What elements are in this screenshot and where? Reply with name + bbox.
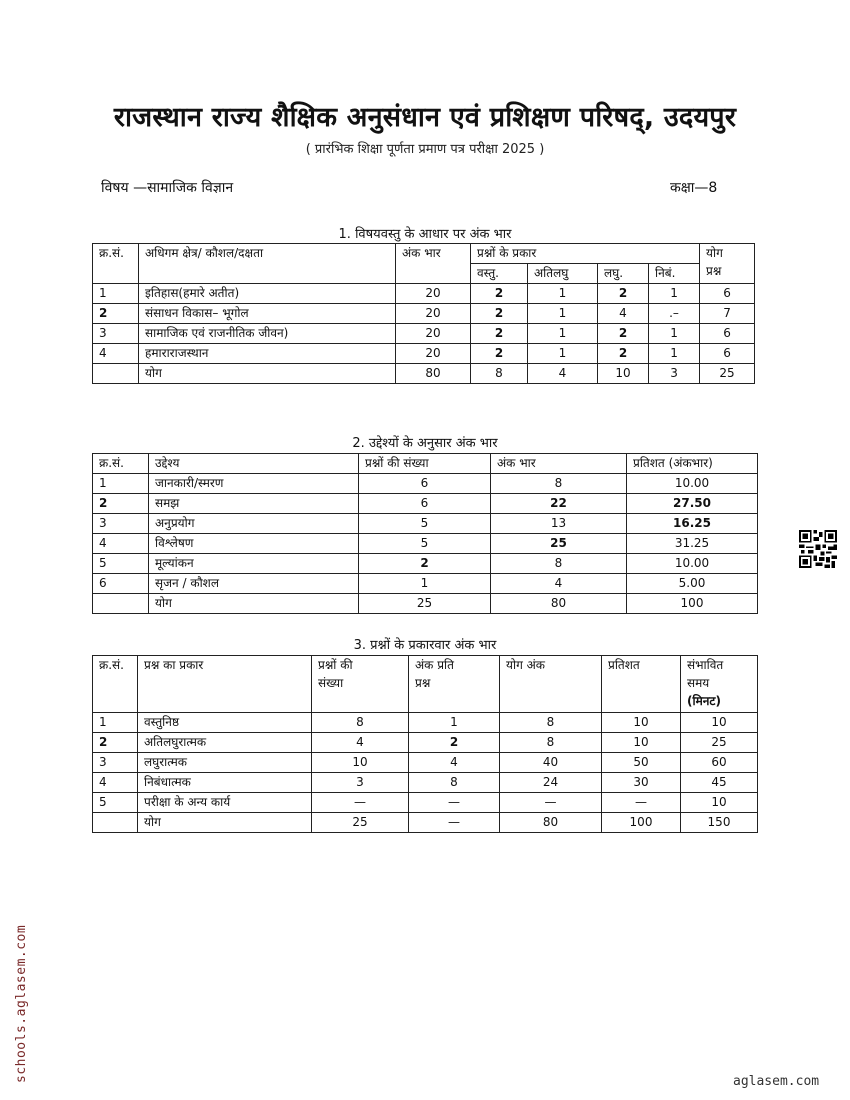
cell-short: 2 bbox=[598, 284, 649, 304]
cell-very-short: 4 bbox=[528, 364, 598, 384]
header-essay: निबं. bbox=[649, 264, 700, 284]
cell-objective: 2 bbox=[471, 324, 528, 344]
header-per-line1: अंक प्रति bbox=[415, 658, 454, 672]
table-row bbox=[93, 304, 755, 324]
cell-time: 25 bbox=[681, 733, 758, 753]
header-count-line1: प्रश्नों की bbox=[318, 658, 353, 672]
header-count-line2: संख्या bbox=[318, 676, 344, 690]
cell-percent: 10 bbox=[602, 733, 681, 753]
cell-short: 4 bbox=[598, 304, 649, 324]
subject-label: विषय —सामाजिक विज्ञान bbox=[101, 180, 234, 196]
cell-sno: 1 bbox=[93, 713, 138, 733]
header-objective: उद्देश्य bbox=[149, 454, 359, 474]
header-time-line1: संभावित bbox=[687, 658, 724, 672]
cell-sno: 3 bbox=[93, 324, 139, 344]
section1-title: 1. विषयवस्तु के आधार पर अंक भार bbox=[338, 227, 512, 242]
table-row bbox=[93, 554, 758, 574]
cell-objective: योग bbox=[149, 594, 359, 614]
table-row bbox=[93, 494, 758, 514]
cell-time: 10 bbox=[681, 713, 758, 733]
cell-area: योग bbox=[139, 364, 396, 384]
cell-total-marks: 80 bbox=[500, 813, 602, 833]
header-time-line2: समय bbox=[687, 676, 710, 690]
cell-marks: 20 bbox=[396, 324, 471, 344]
cell-question-count: 2 bbox=[359, 554, 491, 574]
cell-sno: 4 bbox=[93, 534, 149, 554]
cell-marks-per-question: — bbox=[409, 813, 500, 833]
cell-percent: — bbox=[602, 793, 681, 813]
cell-objective: मूल्यांकन bbox=[149, 554, 359, 574]
cell-marks-per-question: 4 bbox=[409, 753, 500, 773]
section3-title: 3. प्रश्नों के प्रकारवार अंक भार bbox=[353, 638, 497, 653]
cell-time: 45 bbox=[681, 773, 758, 793]
table-row bbox=[93, 773, 758, 793]
cell-area: संसाधन विकास– भूगोल bbox=[139, 304, 396, 324]
header-sno: क्र.सं. bbox=[93, 656, 138, 713]
cell-total-marks: — bbox=[500, 793, 602, 813]
cell-percent: 100 bbox=[602, 813, 681, 833]
header-time bbox=[681, 656, 758, 713]
header-marks-per-question bbox=[409, 656, 500, 713]
cell-marks: 25 bbox=[491, 534, 627, 554]
cell-marks: 8 bbox=[491, 474, 627, 494]
cell-sno bbox=[93, 813, 138, 833]
table-total-row bbox=[93, 594, 758, 614]
document-title: राजस्थान राज्य शैक्षिक अनुसंधान एवं प्रशिक्षण परिषद्, उदयपुर bbox=[113, 102, 737, 133]
cell-time: 60 bbox=[681, 753, 758, 773]
header-total-marks: योग अंक bbox=[500, 656, 602, 713]
cell-percent: 100 bbox=[627, 594, 758, 614]
header-objective: वस्तु. bbox=[471, 264, 528, 284]
cell-question-type: अतिलघुरात्मक bbox=[138, 733, 312, 753]
header-question-count bbox=[312, 656, 409, 713]
cell-objective: जानकारी/स्मरण bbox=[149, 474, 359, 494]
header-question-types: प्रश्नों के प्रकार bbox=[471, 244, 700, 264]
cell-question-count: 10 bbox=[312, 753, 409, 773]
header-per-line2: प्रश्न bbox=[415, 676, 431, 690]
cell-sno: 6 bbox=[93, 574, 149, 594]
cell-sno: 2 bbox=[93, 304, 139, 324]
cell-question-count: 6 bbox=[359, 494, 491, 514]
table-row bbox=[93, 344, 755, 364]
header-percent: प्रतिशत bbox=[602, 656, 681, 713]
cell-question-count: 3 bbox=[312, 773, 409, 793]
table-row bbox=[93, 534, 758, 554]
cell-very-short: 1 bbox=[528, 284, 598, 304]
question-type-weightage-table bbox=[92, 655, 758, 833]
cell-sno: 4 bbox=[93, 773, 138, 793]
bottom-watermark: aglasem.com bbox=[733, 1074, 820, 1089]
cell-total: 6 bbox=[700, 324, 755, 344]
cell-sno: 3 bbox=[93, 514, 149, 534]
cell-percent: 27.50 bbox=[627, 494, 758, 514]
cell-area: इतिहास(हमारे अतीत) bbox=[139, 284, 396, 304]
cell-essay: 1 bbox=[649, 344, 700, 364]
table-row bbox=[93, 793, 758, 813]
header-total-questions bbox=[700, 244, 755, 284]
cell-time: 10 bbox=[681, 793, 758, 813]
cell-marks-per-question: 8 bbox=[409, 773, 500, 793]
cell-essay: 3 bbox=[649, 364, 700, 384]
cell-essay: .– bbox=[649, 304, 700, 324]
cell-marks-per-question: — bbox=[409, 793, 500, 813]
header-percent: प्रतिशत (अंकभार) bbox=[627, 454, 758, 474]
cell-marks: 80 bbox=[491, 594, 627, 614]
cell-question-count: 5 bbox=[359, 514, 491, 534]
cell-question-type: परीक्षा के अन्य कार्य bbox=[138, 793, 312, 813]
cell-very-short: 1 bbox=[528, 324, 598, 344]
cell-total: 7 bbox=[700, 304, 755, 324]
cell-total-marks: 8 bbox=[500, 733, 602, 753]
cell-objective: 2 bbox=[471, 344, 528, 364]
cell-area: सामाजिक एवं राजनीतिक जीवन) bbox=[139, 324, 396, 344]
document-subtitle: ( प्रारंभिक शिक्षा पूर्णता प्रमाण पत्र परीक्षा 2025 ) bbox=[305, 142, 545, 157]
cell-percent: 10 bbox=[602, 713, 681, 733]
cell-objective: 2 bbox=[471, 304, 528, 324]
section2-title: 2. उद्देश्यों के अनुसार अंक भार bbox=[352, 436, 498, 451]
header-time-line3: (मिनट) bbox=[687, 694, 721, 708]
cell-marks-per-question: 1 bbox=[409, 713, 500, 733]
cell-sno: 5 bbox=[93, 793, 138, 813]
cell-question-count: 4 bbox=[312, 733, 409, 753]
cell-essay: 1 bbox=[649, 324, 700, 344]
class-label: कक्षा—8 bbox=[670, 180, 718, 196]
cell-objective: 2 bbox=[471, 284, 528, 304]
cell-total-marks: 40 bbox=[500, 753, 602, 773]
cell-percent: 30 bbox=[602, 773, 681, 793]
table-row bbox=[93, 514, 758, 534]
cell-total-marks: 8 bbox=[500, 713, 602, 733]
cell-very-short: 1 bbox=[528, 344, 598, 364]
side-watermark: schools.aglasem.com bbox=[14, 924, 29, 1083]
cell-percent: 10.00 bbox=[627, 474, 758, 494]
cell-percent: 31.25 bbox=[627, 534, 758, 554]
header-sno: क्र.सं. bbox=[93, 454, 149, 474]
header-short: लघु. bbox=[598, 264, 649, 284]
cell-objective: अनुप्रयोग bbox=[149, 514, 359, 534]
cell-total: 25 bbox=[700, 364, 755, 384]
cell-sno: 1 bbox=[93, 474, 149, 494]
header-question-type: प्रश्न का प्रकार bbox=[138, 656, 312, 713]
cell-percent: 16.25 bbox=[627, 514, 758, 534]
cell-objective: विश्लेषण bbox=[149, 534, 359, 554]
cell-question-count: — bbox=[312, 793, 409, 813]
cell-percent: 5.00 bbox=[627, 574, 758, 594]
header-question-count: प्रश्नों की संख्या bbox=[359, 454, 491, 474]
cell-marks: 13 bbox=[491, 514, 627, 534]
cell-total: 6 bbox=[700, 344, 755, 364]
cell-percent: 10.00 bbox=[627, 554, 758, 574]
cell-marks: 20 bbox=[396, 344, 471, 364]
cell-question-count: 1 bbox=[359, 574, 491, 594]
cell-question-type: योग bbox=[138, 813, 312, 833]
table-total-row bbox=[93, 813, 758, 833]
cell-short: 2 bbox=[598, 344, 649, 364]
table-total-row bbox=[93, 364, 755, 384]
cell-question-count: 25 bbox=[312, 813, 409, 833]
cell-percent: 50 bbox=[602, 753, 681, 773]
cell-objective: 8 bbox=[471, 364, 528, 384]
cell-objective: सृजन / कौशल bbox=[149, 574, 359, 594]
objective-weightage-table bbox=[92, 453, 758, 614]
table-row bbox=[93, 574, 758, 594]
cell-question-count: 8 bbox=[312, 713, 409, 733]
cell-sno: 1 bbox=[93, 284, 139, 304]
cell-marks: 20 bbox=[396, 284, 471, 304]
cell-question-type: लघुरात्मक bbox=[138, 753, 312, 773]
cell-marks: 4 bbox=[491, 574, 627, 594]
header-area: अधिगम क्षेत्र/ कौशल/दक्षता bbox=[139, 244, 396, 284]
header-sno: क्र.सं. bbox=[93, 244, 139, 284]
cell-short: 2 bbox=[598, 324, 649, 344]
cell-marks: 80 bbox=[396, 364, 471, 384]
cell-sno: 3 bbox=[93, 753, 138, 773]
header-very-short: अतिलघु bbox=[528, 264, 598, 284]
cell-sno: 4 bbox=[93, 344, 139, 364]
cell-essay: 1 bbox=[649, 284, 700, 304]
table-row bbox=[93, 713, 758, 733]
cell-total: 6 bbox=[700, 284, 755, 304]
header-total-line1: योग bbox=[706, 246, 723, 260]
cell-very-short: 1 bbox=[528, 304, 598, 324]
cell-sno bbox=[93, 364, 139, 384]
table-row bbox=[93, 324, 755, 344]
qr-code-icon bbox=[799, 530, 837, 568]
cell-objective: समझ bbox=[149, 494, 359, 514]
header-marks: अंक भार bbox=[396, 244, 471, 284]
cell-question-count: 6 bbox=[359, 474, 491, 494]
cell-question-count: 5 bbox=[359, 534, 491, 554]
cell-sno: 2 bbox=[93, 494, 149, 514]
cell-sno: 2 bbox=[93, 733, 138, 753]
header-marks: अंक भार bbox=[491, 454, 627, 474]
cell-sno: 5 bbox=[93, 554, 149, 574]
cell-question-type: निबंधात्मक bbox=[138, 773, 312, 793]
cell-short: 10 bbox=[598, 364, 649, 384]
table-row bbox=[93, 474, 758, 494]
cell-area: हमाराराजस्थान bbox=[139, 344, 396, 364]
cell-question-type: वस्तुनिष्ठ bbox=[138, 713, 312, 733]
cell-sno bbox=[93, 594, 149, 614]
cell-time: 150 bbox=[681, 813, 758, 833]
table-row bbox=[93, 753, 758, 773]
cell-marks: 8 bbox=[491, 554, 627, 574]
cell-marks: 20 bbox=[396, 304, 471, 324]
table-row bbox=[93, 284, 755, 304]
cell-marks: 22 bbox=[491, 494, 627, 514]
cell-marks-per-question: 2 bbox=[409, 733, 500, 753]
content-weightage-table bbox=[92, 243, 755, 384]
header-total-line2: प्रश्न bbox=[706, 264, 722, 278]
cell-question-count: 25 bbox=[359, 594, 491, 614]
cell-total-marks: 24 bbox=[500, 773, 602, 793]
table-row bbox=[93, 733, 758, 753]
